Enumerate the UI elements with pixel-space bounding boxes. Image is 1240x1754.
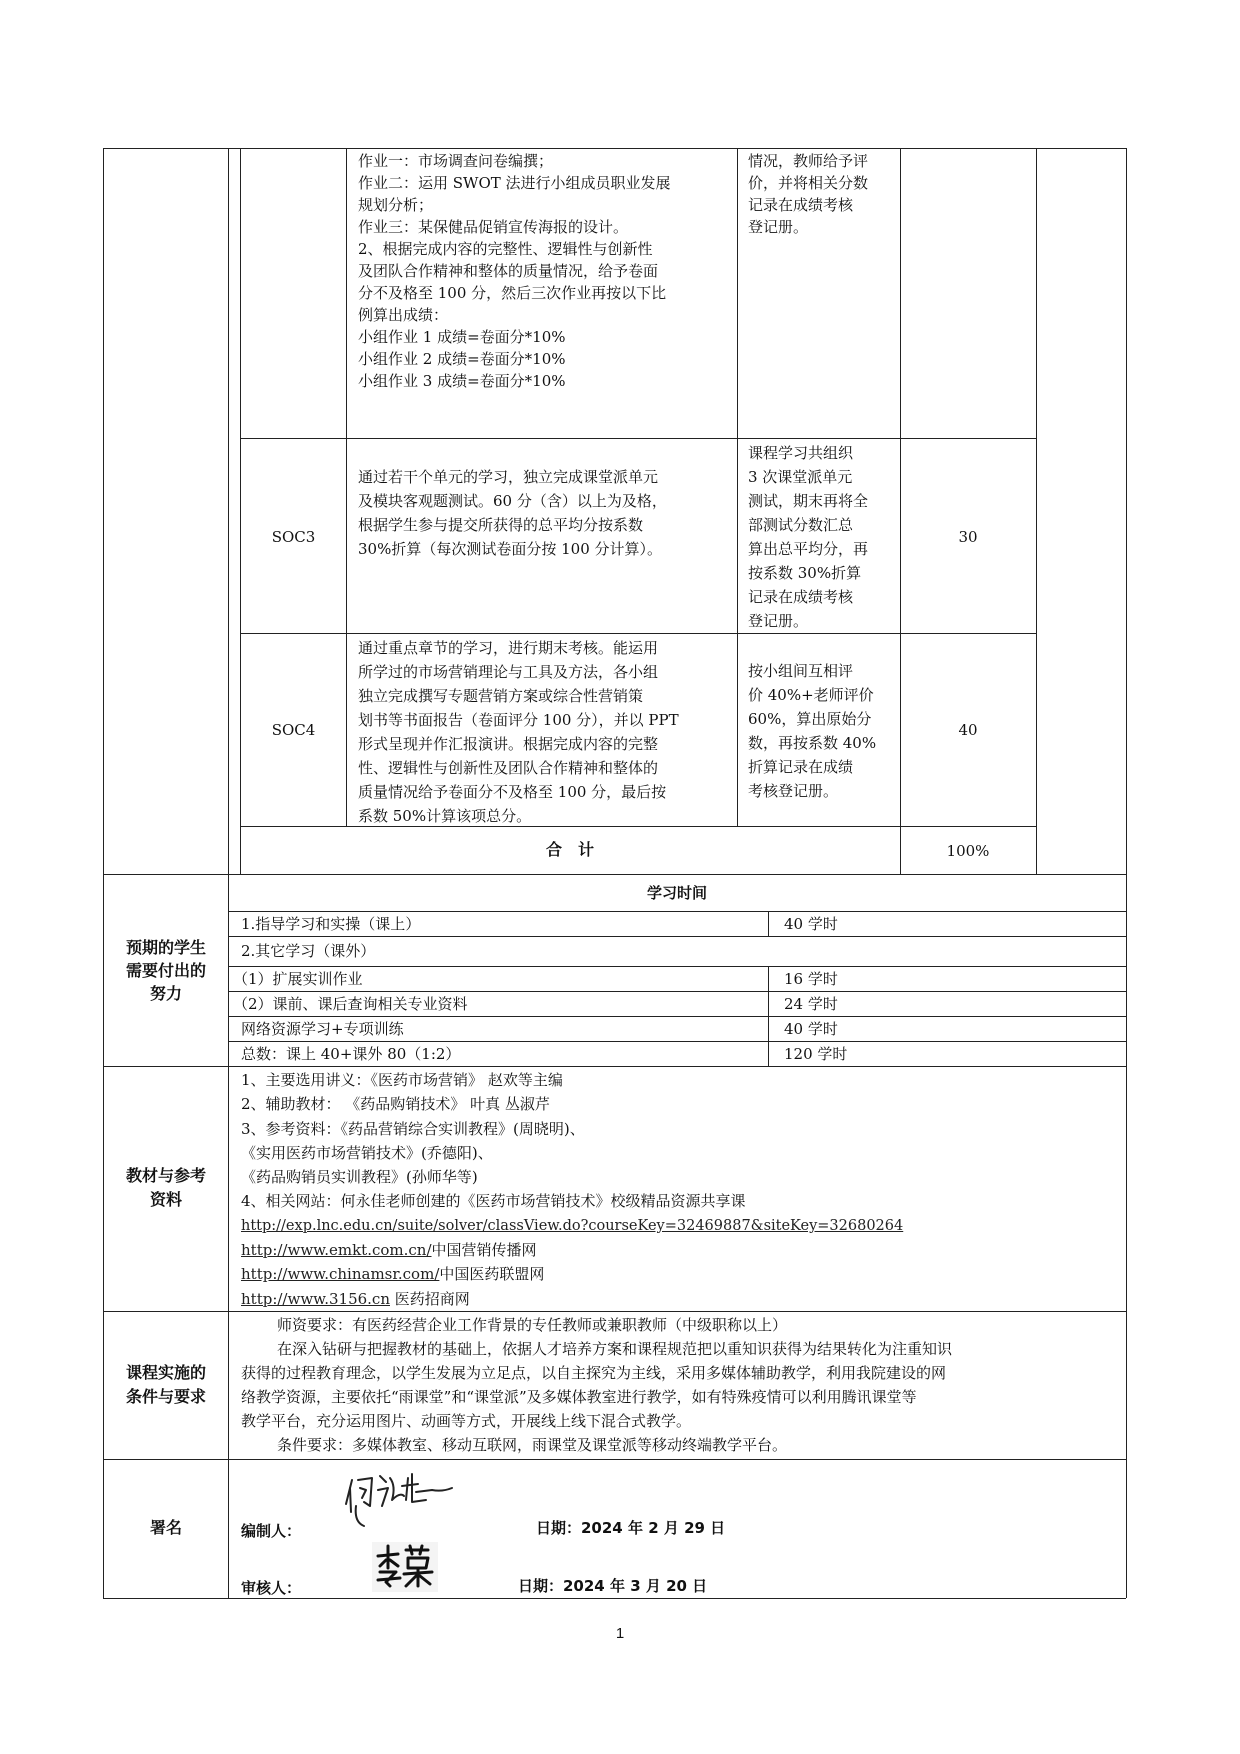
assessment-row2-code: SOC3 [271,528,316,546]
effort-hours-1: 40 学时 [784,915,838,933]
assessment-total-label: 合 计 [545,840,594,859]
text-line: 小组作业 3 成绩=卷面分*10% [358,372,566,390]
text-line: 登记册。 [748,612,809,630]
effort-hours-divider-b [768,966,769,1066]
label-line: 资料 [149,1190,182,1209]
text-line: 及团队合作精神和整体的质量情况，给予卷面 [358,262,659,280]
text-line: 小组作业 1 成绩=卷面分*10% [358,328,566,346]
text-line: 价，并将相关分数 [748,174,869,192]
conditions-content [241,1313,1121,1457]
text-line: 记录在成绩考核 [748,588,854,606]
text-line: 测试，期末再将全 [748,492,869,510]
text-line: 根据学生参与提交所获得的总平均分按系数 [358,516,644,534]
text-line: 通过若干个单元的学习，独立完成课堂派单元 [358,468,659,486]
effort-header-divider [228,911,1126,912]
text-line: 部测试分数汇总 [748,516,854,534]
text-line: 《实用医药市场营销技术》(乔德阳)、 [241,1143,493,1162]
link-line [241,1262,1121,1286]
assessment-row3-method [748,659,898,803]
compiler-date: 日期：2024 年 2 月 29 日 [536,1519,726,1537]
effort-section-label [104,936,228,1005]
assessment-row1-method [748,150,898,238]
text-line: 算出总平均分，再 [748,540,869,558]
text-line: 性、逻辑性与创新性及团队合作精神和整体的 [358,759,659,777]
text-line: 通过重点章节的学习，进行期末考核。能运用 [358,639,659,657]
text-line: 教学平台，充分运用图片、动画等方式，开展线上线下混合式教学。 [241,1412,692,1430]
effort-hours-6: 120 学时 [784,1045,848,1063]
text-line: 考核登记册。 [748,782,839,800]
effort-hours-4: 24 学时 [784,995,838,1013]
text-line: 作业二：运用 SWOT 法进行小组成员职业发展 [358,174,671,192]
text-line: 条件要求：多媒体教室、移动互联网，雨课堂及课堂派等移动终端教学平台。 [277,1436,788,1454]
text-line: 分不及格至 100 分，然后三次作业再按以下比 [358,284,667,302]
effort-row-divider-3 [228,991,1126,992]
text-line: 记录在成绩考核 [748,196,854,214]
effort-row-divider-5 [228,1041,1126,1042]
section-divider-materials [103,1066,1126,1067]
text-line: 获得的过程教育理念，以学生发展为立足点，以自主探究为主线，采用多媒体辅助教学，利用我院建设的网 [241,1364,947,1382]
inner-left-border [240,148,241,874]
text-line: 2、根据完成内容的完整性、逻辑性与创新性 [358,240,653,258]
outer-top-border [103,148,1126,149]
text-line: 折算记录在成绩 [748,758,854,776]
text-line: 课程学习共组织 [748,444,854,462]
assessment-row2-description [358,465,733,561]
materials-content [241,1068,1121,1311]
text-line: 及模块客观题测试。60 分（含）以上为及格， [358,492,667,510]
inner-col-divider-3 [900,148,901,874]
label-line: 预期的学生 [125,938,206,957]
effort-hours-divider-a [768,911,769,936]
assessment-total-value: 100% [946,842,990,860]
text-line: 质量情况给予卷面分不及格至 100 分，最后按 [358,783,667,801]
section-divider-signature [103,1459,1126,1460]
reviewer-signature-image [372,1542,438,1592]
text-line: 所学过的市场营销理论与工具及方法，各小组 [358,663,659,681]
label-line: 教材与参考 [125,1166,206,1185]
text-line: 按小组间互相评 [748,662,854,680]
link-suffix: 医药招商网 [390,1289,470,1308]
text-line: 4、相关网站：何永佳老师创建的《医药市场营销技术》校级精品资源共享课 [241,1192,746,1211]
assessment-row3-code: SOC4 [271,721,316,739]
chinamsr-link[interactable]: http://www.chinamsr.com/ [241,1265,440,1284]
inner-bottom-border [240,874,1036,875]
section-divider-conditions [103,1311,1126,1312]
text-line: 络教学资源，主要依托“雨课堂”和“课堂派”及多媒体教室进行教学，如有特殊疫情可以利用腾讯课堂等 [241,1388,917,1406]
assessment-row3-weight: 40 [958,721,978,739]
text-line: 《药品购销员实训教程》(孙师华等) [241,1168,478,1187]
assessment-row2-weight: 30 [958,528,978,546]
text-line: 作业三：某保健品促销宣传海报的设计。 [358,218,629,236]
reviewer-date: 日期：2024 年 3 月 20 日 [518,1577,708,1595]
link-suffix: 中国营销传播网 [431,1241,537,1260]
link-line [241,1238,1121,1262]
effort-item-5: 网络资源学习+专项训练 [241,1020,404,1038]
conditions-section-label [104,1361,228,1409]
effort-item-6: 总数：课上 40+课外 80（1:2） [241,1045,461,1063]
inner-col-divider-2 [737,148,738,826]
compiler-signature-image [342,1466,462,1532]
effort-row-divider-2 [228,966,1126,967]
text-line: 3 次课堂派单元 [748,468,853,486]
3156-link[interactable]: http://www.3156.cn [241,1289,390,1308]
compiler-label: 编制人： [241,1522,302,1540]
inner-right-border [1036,148,1037,874]
assessment-row3-description [358,636,733,828]
effort-item-3: （1）扩展实训作业 [233,970,363,988]
assessment-row1-description [358,150,733,392]
text-line: 60%，算出原始分 [748,710,872,728]
inner-col-divider-1 [346,148,347,826]
effort-hours-5: 40 学时 [784,1020,838,1038]
label-line: 需要付出的 [125,961,206,980]
effort-row-divider-4 [228,1016,1126,1017]
materials-section-label [104,1164,228,1212]
inner-row-divider-1 [240,438,1036,439]
text-line: 3、参考资料：《药品营销综合实训教程》(周晓明)、 [241,1119,585,1138]
effort-header: 学习时间 [646,884,707,902]
outer-right-border [1126,148,1127,1598]
text-line: 数，再按系数 40% [748,734,877,752]
text-line: 师资要求：有医药经营企业工作背景的专任教师或兼职教师（中级职称以上） [277,1316,788,1334]
text-line: 系数 50%计算该项总分。 [358,807,532,825]
text-line: 小组作业 2 成绩=卷面分*10% [358,350,566,368]
inner-row-divider-2 [240,633,1036,634]
course-resource-link[interactable]: http://exp.lnc.edu.cn/suite/solver/classView.do?courseKey=32469887&siteKey=32680264 [241,1217,904,1234]
label-line: 条件与要求 [125,1387,206,1406]
reviewer-label: 审核人： [241,1579,302,1597]
emkt-link[interactable]: http://www.emkt.com.cn/ [241,1241,432,1260]
text-line: 规划分析； [358,196,434,214]
effort-item-2: 2.其它学习（课外） [241,942,376,960]
effort-item-4: （2）课前、课后查询相关专业资料 [233,995,468,1013]
text-line: 形式呈现并作汇报演讲。根据完成内容的完整 [358,735,659,753]
text-line: 登记册。 [748,218,809,236]
effort-item-1: 1.指导学习和实操（课上） [241,915,421,933]
label-column-divider [228,148,229,1598]
effort-hours-3: 16 学时 [784,970,838,988]
assessment-row2-method [748,441,898,633]
text-line: 例算出成绩： [358,306,449,324]
page-number: 1 [615,1625,625,1642]
text-line: 作业一：市场调查问卷编撰； [358,152,554,170]
link-line [241,1214,1121,1238]
text-line: 在深入钻研与把握教材的基础上，依据人才培养方案和课程规范把以重知识获得为结果转化为注重知识 [277,1340,953,1358]
link-line [241,1287,1121,1311]
text-line: 独立完成撰写专题营销方案或综合性营销策 [358,687,644,705]
label-line: 努力 [149,984,182,1003]
text-line: 情况，教师给予评 [748,152,869,170]
effort-row-divider-1 [228,936,1126,937]
text-line: 按系数 30%折算 [748,564,862,582]
link-suffix: 中国医药联盟网 [439,1265,545,1284]
text-line: 划书等书面报告（卷面评分 100 分），并以 PPT [358,711,679,729]
text-line: 30%折算（每次测试卷面分按 100 分计算）。 [358,540,663,558]
label-line: 课程实施的 [125,1363,206,1382]
text-line: 1、主要选用讲义：《医药市场营销》 赵欢等主编 [241,1071,563,1089]
text-line: 价 40%+老师评价 [748,686,874,704]
signature-section-label: 署名 [149,1518,182,1537]
text-line: 2、辅助教材： 《药品购销技术》 叶真 丛淑芹 [241,1095,550,1114]
